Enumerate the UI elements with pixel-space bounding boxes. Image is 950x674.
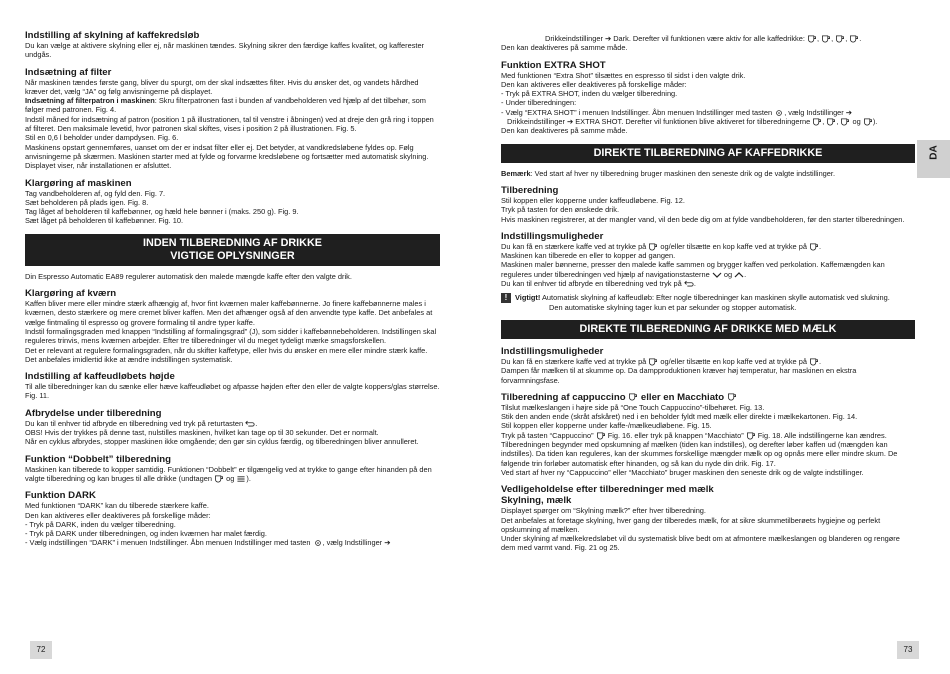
bold-label: Bemærk (501, 168, 531, 178)
paragraph: Maskinens opstart gennemføres, uanset om der er indsat filter eller ej. Det betyder, at vandkredsløbene fyldes op. Følg anvisningerne på skærmen. Maskinen starter med at fylde og forvarme kredsløbene og fortsætter med automatisk skylning. (25, 142, 429, 161)
paragraph: Tilslut mælkeslangen i højre side på “One Touch Cappuccino”-tilbehøret. Fig. 13. (501, 402, 765, 412)
text: eller en Macchiato (640, 391, 725, 403)
paragraph: Det er relevant at regulere formalingsgraden, når du skifter kaffetype, eller hvis du ønsker en mere eller mindre stærk kaffe. Det anbefales imidlertid ikke at ændre indstillingen systematisk. (25, 345, 428, 364)
paragraph: Maskinen kan tilberede en eller to kopper ad gangen. (501, 251, 676, 261)
banner-line: VIGTIGE OPLYSNINGER (170, 249, 295, 262)
paragraph (501, 169, 915, 178)
cup-icon (826, 118, 836, 126)
text: - Vælg indstillingen “DARK” i menuen Indstillinger. Åbn menuen Indstillinger med tasten (25, 538, 311, 548)
paragraph: - Under tilberedningen: (501, 98, 577, 108)
paragraph: Kaffen bliver mere eller mindre stærk afhængig af, hvor fint kværnen maler kaffebønnerne. Jo finere kaffebønnerne males i kværnen, desto stærkere og mere cremet bliver kaffen. Men det afhænger også af den anvendte type kaffe. Det anbefales at vælge fintmaling til espresso og grovere formaling til andre typer kaffe. (25, 299, 433, 327)
section-title: Indstillingsmuligheder (501, 345, 604, 357)
paragraph: Indstil måned for indsætning af patron (position 1 på illustrationen, tal til venstre i åbningen) ved at dreje den grå ring i toppen af filteret. Den maksimale levetid, hvor patronen skal skiftes, vises i position 2 på illustrationen. Fig. 5. (25, 114, 434, 134)
bold-label: Indsætning af filterpatron i maskinen (25, 96, 155, 106)
text: og/eller tilsætte en kop kaffe ved at trykke på (660, 356, 807, 366)
text: , vælg Indstillinger ➔ (322, 538, 391, 548)
cappuccino-icon (840, 118, 850, 126)
section-subtitle: Skylning, mælk (501, 495, 572, 507)
section-title (501, 392, 915, 403)
banner-line: INDEN TILBEREDNING AF DRIKKE (143, 236, 322, 249)
paragraph: Den kan aktiveres eller deaktiveres på forskellige måder: (501, 79, 687, 89)
return-icon (684, 280, 694, 288)
paragraph (501, 108, 915, 117)
paragraph: Du kan til enhver tid afbryde en tilberedning ved tryk på . (501, 279, 696, 289)
text: : Ved start af hver ny tilberedning bruger maskinen den seneste drik og de valgte indstillinger. (530, 168, 836, 178)
cup-icon (214, 475, 224, 483)
chevron-up-icon (734, 271, 744, 279)
cup-icon (809, 243, 819, 251)
section-banner: DIREKTE TILBEREDNING AF DRIKKE MED MÆLK (501, 320, 915, 339)
paragraph: Tag vandbeholderen af, og fyld den. Fig. 7. (25, 188, 166, 198)
paragraph: Tag låget af beholderen til kaffebønner, og hæld hele bønner i (maks. 250 g). Fig. 9. (25, 207, 299, 217)
paragraph: Maskinen maler bønnerne, presser den malede kaffe sammen og brygger kaffen ved perkolation. Kaffemængden kan reguleres under tilberedningen ved hjælp af navigationstasterne og . (501, 260, 885, 279)
paragraph: Stil en 0,6 l beholder under dampdysen. Fig. 6. (25, 133, 179, 143)
paragraph: Når en cyklus afbrydes, stopper maskinen ikke omgående; den gør sin cyklus færdig, og tilberedningen bliver annulleret. (25, 437, 419, 447)
menu-icon (236, 475, 246, 483)
paragraph: Sæt beholderen på plads igen. Fig. 8. (25, 197, 149, 207)
text: ). (246, 473, 251, 483)
paragraph: Den automatiske skylning tager kun et par sekunder og stopper automatisk. (549, 302, 797, 312)
paragraph: Hvis maskinen registrerer, at der mangler vand, vil den bede dig om at fylde vandbeholderen, før den starter tilberedningen. (501, 214, 905, 224)
paragraph: Stik den anden ende (skråt afskåret) ned i en beholder fyldt med mælk eller direkte i mælkekartonen. Fig. 14. (501, 412, 858, 422)
section-title: Tilberedning (501, 184, 559, 196)
section-title: Indstillingsmuligheder (501, 230, 604, 242)
paragraph: Drikkeindstillinger ➔ Dark. Derefter vil funktionen være aktiv for alle kaffedrikke: , , , . (545, 34, 862, 43)
cup-icon (821, 35, 831, 43)
section-title: Indstilling af skylning af kaffekredsløb (25, 30, 200, 41)
section-title: Klargøring af maskinen (25, 177, 132, 189)
cup-icon (812, 118, 822, 126)
paragraph (515, 293, 890, 302)
paragraph: Du kan få en stærkere kaffe ved at trykke på og/eller tilsætte en kop kaffe ved at trykke på . (501, 241, 822, 251)
text: og (852, 117, 861, 127)
page-number: 72 (30, 641, 52, 659)
paragraph: Tryk på tasten for den ønskede drik. (501, 205, 620, 215)
cappuccino-icon (628, 393, 638, 401)
right-page (475, 0, 950, 674)
section-title: Indsætning af filter (25, 66, 112, 78)
right-column (501, 34, 915, 553)
paragraph: Det anbefales at foretage skylning, hver gang der tilberedes mælk, for at sikre skummetilberøets hygiejne og perfekt opskumning af mælken. (501, 515, 881, 534)
text: Automatisk skylning af kaffeudløb: Efter nogle tilberedninger kan maskinen skylle automatisk ved slukning. (541, 293, 890, 303)
warning-note (501, 293, 915, 312)
gear-icon (774, 109, 784, 117)
cup-icon (648, 358, 658, 366)
chevron-down-icon (712, 271, 722, 279)
paragraph: Med funktionen “DARK” kan du tilberede stærkere kaffe. (25, 501, 209, 511)
text: Fig. 18. Alle indstillingerne kan ændres. Tilberedningen begynder med opskumning af mælken (tiden kan indstilles), og derefter løber kaffen ud (mængden kan indstilles). Da tiden kan reguleres, kan der skummes forskellige mængder mælk op og opnås mere eller mindre skum. De følgende trin forløber automatisk efter hinanden, og så kan du nyde din drik. Fig. 17. (501, 430, 898, 468)
section-title: Vedligeholdelse efter tilberedninger med mælk (501, 484, 714, 496)
left-column (25, 30, 440, 548)
paragraph: Din Espresso Automatic EA89 regulerer automatisk den malede mængde kaffe efter den valgte drik. (25, 271, 352, 281)
gear-icon (313, 539, 323, 547)
cup-icon (863, 118, 873, 126)
paragraph: Drikkeindstillinger ➔ EXTRA SHOT. Derefter vil funktionen blive aktiveret for tilberedningerne , , og ). (507, 117, 878, 127)
cup-icon (807, 35, 817, 43)
language-tab-label: DA (928, 145, 940, 160)
section-banner: DIREKTE TILBEREDNING AF KAFFEDRIKKE (501, 144, 915, 163)
paragraph (25, 538, 440, 547)
cappuccino-icon (727, 393, 737, 401)
text: Maskinen maler bønnerne, presser den malede kaffe sammen og brygger kaffen ved perkolation. Kaffemængden kan reguleres under tilberedningen ved hjælp af navigationstasterne (501, 260, 885, 279)
paragraph: - Tryk på EXTRA SHOT, inden du vælger tilberedning. (501, 89, 678, 99)
cup-icon (648, 243, 658, 251)
text: og/eller tilsætte en kop kaffe ved at trykke på (660, 241, 807, 251)
paragraph: Den kan aktiveres eller deaktiveres på forskellige måder: (25, 510, 211, 520)
section-title: Funktion EXTRA SHOT (501, 59, 606, 71)
text: Drikkeindstillinger ➔ Dark. Derefter vil funktionen være aktiv for alle kaffedrikke: (545, 34, 805, 43)
text: Maskinen kan tilberede to kopper samtidig. Funktionen “Dobbelt” er tilgængelig ved at trykke to gange efter hinanden på den valgte tilberedning og kan bruges til alle drikke (undtagen (25, 464, 432, 483)
paragraph: Stil koppen eller kopperne under kaffeudløbene. Fig. 12. (501, 195, 685, 205)
section-title: Klargøring af kværn (25, 288, 117, 300)
text: Du kan få en stærkere kaffe ved at trykke på (501, 241, 647, 251)
warning-body (515, 293, 890, 312)
page-number: 73 (897, 641, 919, 659)
paragraph: - Tryk på DARK under tilberedningen, og inden kværnen har malet færdig. (25, 529, 267, 539)
text: Du kan til enhver tid afbryde en tilberedning ved tryk på (501, 279, 682, 289)
paragraph: Du kan vælge at aktivere skylning eller ej, når maskinen tændes. Skylning sikrer den færdige kaffes kvalitet, og kafferester undgås. (25, 41, 425, 60)
text: Drikkeindstillinger ➔ EXTRA SHOT. Derefter vil funktionen blive aktiveret for tilberedningerne (507, 117, 811, 127)
paragraph: Til alle tilberedninger kan du sænke eller hæve kaffeudløbet og afpasse højden efter den eller de valgte koppers/glas størrelse. Fig. 11. (25, 382, 440, 401)
warning-icon: ! (501, 293, 511, 303)
text: Tilberedning af cappuccino (501, 391, 626, 403)
section-banner (25, 234, 440, 266)
paragraph: Displayet spørger om “Skylning mælk?” efter hver tilberedning. (501, 506, 706, 516)
paragraph: Ved start af hver ny “Cappuccino” eller “Macchiato” bruger maskinen den seneste drik og de valgte indstillinger. (501, 467, 864, 477)
paragraph: Dampen får mælken til at skumme op. Da dampproduktionen kræver høj temperatur, har maskinen en ekstra forvarmningsfase. (501, 366, 857, 385)
section-title: Funktion “Dobbelt” tilberedning (25, 453, 172, 465)
paragraph (501, 431, 915, 468)
section-title: Afbrydelse under tilberedning (25, 407, 162, 419)
cappuccino-icon (596, 432, 606, 440)
paragraph (25, 465, 440, 484)
cappuccino-icon (746, 432, 756, 440)
paragraph: Den kan deaktiveres på samme måde. (501, 126, 628, 136)
cup-icon (835, 35, 845, 43)
section-title: Indstilling af kaffeudløbets højde (25, 371, 175, 383)
text: Du kan til enhver tid afbryde en tilberedning ved tryk på returtasten (25, 418, 244, 428)
bold-label: Vigtigt! (515, 293, 541, 303)
section-title: Funktion DARK (25, 490, 96, 502)
paragraph: Den kan deaktiveres på samme måde. (501, 43, 628, 53)
language-tab (917, 140, 950, 178)
text: : Skru filterpatronen fast i bunden af vandbeholderen ved hjælp af det tilbehør, som følger med patronen. Fig. 4. (25, 96, 426, 115)
cappuccino-icon (849, 35, 859, 43)
text: , vælg Indstillinger ➔ (784, 107, 852, 117)
paragraph: Når maskinen tændes første gang, bliver du spurgt, om der skal indsættes filter. Hvis du ønsker det, og vandets hårdhed kræver det, vælg “JA” og følg anvisningerne på displayet. (25, 77, 419, 96)
paragraph: Med funktionen “Extra Shot” tilsættes en espresso til sidst i den valgte drik. (501, 70, 746, 80)
paragraph: OBS! Hvis der trykkes på denne tast, nulstilles maskinen, hvilket kan tage op til 30 sekunder. Det er normalt. (25, 428, 379, 438)
paragraph (25, 96, 440, 115)
text: Fig. 16. eller tryk på knappen “Macchiato” (607, 430, 744, 440)
cup-icon (809, 358, 819, 366)
paragraph: Stil koppen eller kopperne under kaffe-/mælkeudløbene. Fig. 15. (501, 421, 712, 431)
text: og (723, 269, 733, 279)
text: Du kan få en stærkere kaffe ved at trykke på (501, 356, 647, 366)
paragraph: - Tryk på DARK, inden du vælger tilberedning. (25, 519, 176, 529)
paragraph: Sæt låget på beholderen til kaffebønner. Fig. 10. (25, 216, 184, 226)
paragraph: Du kan til enhver tid afbryde en tilberedning ved tryk på returtasten . (25, 418, 258, 428)
return-icon (245, 420, 255, 428)
paragraph: Displayet viser, når installationen er afsluttet. (25, 161, 172, 171)
text: og (226, 473, 235, 483)
text: - Vælg “EXTRA SHOT” i menuen Indstillinger. Åbn menuen Indstillinger med tasten (501, 107, 773, 117)
text: Tryk på tasten “Cappuccino” (501, 430, 594, 440)
paragraph: Under skylning af mælkekredsløbet vil du systematisk blive bedt om at afmontere mælkeslangen og blanderen og rengøre dem med varmt vand. Fig. 21 og 25. (501, 534, 900, 553)
paragraph: Du kan få en stærkere kaffe ved at trykke på og/eller tilsætte en kop kaffe ved at trykke på . (501, 356, 822, 366)
paragraph: Indstil formalingsgraden med knappen “Indstilling af formalingsgrad” (J), som sidder i kaffebønnebeholderen. Indstillingen skal reguleres trinvis, mens kværnen arbejder. Efter tre tilberedninger vil du meget tydeligt mærke smagsforskellen. (25, 326, 437, 346)
